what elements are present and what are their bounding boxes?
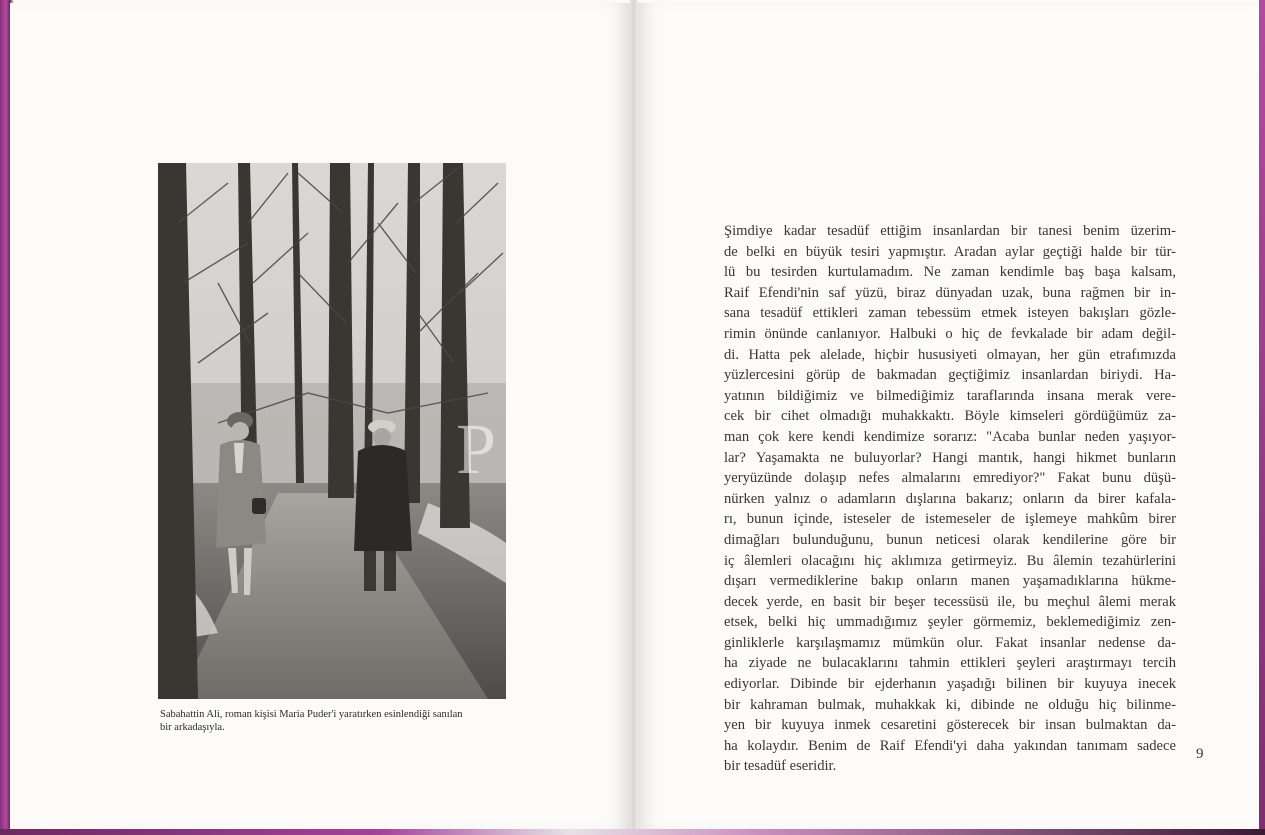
cover-edge-bottom bbox=[0, 829, 1265, 835]
text-line: Raif Efendi'nin saf yüzü, biraz dünyadan uzak, buna rağmen bir in- bbox=[724, 284, 1176, 301]
text-line: di. Hatta pek alelade, hiçbir hususiyeti olmayan, her gün etrafımızda bbox=[724, 346, 1176, 363]
text-line: rı, bunun içinde, isteseler de istemeseler de işlemeye mahkûm birer bbox=[724, 511, 1176, 528]
text-line: man çok kere kendi kendimize sorarız: "Acaba bunlar neden yaşıyor- bbox=[724, 428, 1176, 445]
cover-edge-right bbox=[1259, 0, 1265, 835]
text-line: yatının bildiğimiz ve bilmediğimiz taraflarında insana merak vere- bbox=[724, 387, 1176, 404]
text-line: cek bir cihet olmadığı muhakkaktı. Böyle kimseleri gördüğümüz za- bbox=[724, 408, 1176, 425]
page-number: 9 bbox=[1196, 746, 1204, 762]
watermark-letter: P bbox=[456, 409, 497, 489]
text-line: bir kahraman bulmak, muhakkak ki, dibinde ne olduğu hiç bilinme- bbox=[724, 696, 1176, 713]
text-line: Şimdiye kadar tesadüf ettiğim insanlardan bir tanesi benim üzerim- bbox=[724, 223, 1176, 239]
text-line: dışarı vermediklerine bakıp onların manen yaşamadıklarına hükme- bbox=[724, 573, 1176, 590]
book-gutter bbox=[630, 0, 638, 835]
caption-line: bir arkadaşıyla. bbox=[160, 722, 225, 733]
text-line: iç âlemleri olacağını hiç aklımıza getirmeyiz. Bu âlemin tezahürlerini bbox=[724, 552, 1176, 569]
text-line: ediyorlar. Dibinde bir ejderhanın yaşadığı bilinen bir kuyuya inecek bbox=[724, 676, 1176, 693]
text-line: ha ziyade ne bulacaklarını tahmin ettikleri şeyleri araştırmayı tercih bbox=[724, 655, 1176, 672]
text-line: decek yerde, en basit bir beşer tecessüsü ile, bu meçhul âlemi merak bbox=[724, 593, 1176, 610]
caption-line: Sabahattin Ali, roman kişisi Maria Puder'i yaratırken esinlendiği sanılan bbox=[160, 709, 463, 720]
text-line: nürken yalnız o adamların dışlarına bakarız; onların da birer kafala- bbox=[724, 490, 1176, 507]
text-line: yen bir kuyuya inmek cesaretini gösterecek bir insan bulmaktan da- bbox=[724, 717, 1176, 734]
text-line: de belki en büyük tesiri yapmıştır. Aradan aylar geçtiği halde bir tür- bbox=[724, 243, 1176, 260]
text-line: bir tesadüf eseridir. bbox=[724, 758, 837, 775]
text-line: ginliklerle karşılaşmamız mümkün olur. Fakat insanlar nedense da- bbox=[724, 634, 1176, 651]
text-line: sana tesadüf ettikleri zaman tebessüm etmek isteyen bakışları gözle- bbox=[724, 305, 1176, 322]
text-line: yeryüzünde dolaşıp nefes almalarını emrediyor?" Fakat bunu düşü- bbox=[724, 470, 1176, 487]
text-line: rimin önünde canlanıyor. Halbuki o hiç de fevkalade bir adam değil- bbox=[724, 325, 1176, 342]
text-line: dimağları bulunduğunu, bunun neticesi olarak kendilerine göre bir bbox=[724, 531, 1176, 548]
text-line: lar? Yaşamakta ne buluyorlar? Hangi mantık, hangi hikmet bunların bbox=[724, 449, 1176, 466]
body-text bbox=[724, 221, 1176, 777]
text-line: yüzlercesini görüp de bakmadan geçtiğimiz insanlardan biriydi. Ha- bbox=[724, 367, 1176, 384]
text-line: etsek, belki hiç ummadığımız şeyler görmemiz, beklemediğimiz zen- bbox=[724, 614, 1176, 631]
archival-photo bbox=[158, 163, 506, 699]
text-line: ha kolaydır. Benim de Raif Efendi'yi daha yakından tanımam sadece bbox=[724, 737, 1176, 754]
text-line: lü bu tesirden kurtulamadım. Ne zaman kendimle baş başa kalsam, bbox=[724, 264, 1176, 281]
photo-caption bbox=[160, 708, 510, 734]
